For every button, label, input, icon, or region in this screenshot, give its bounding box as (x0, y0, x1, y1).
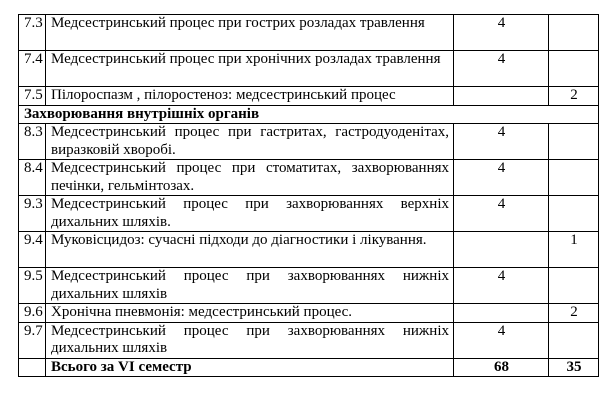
hours-value (454, 87, 549, 106)
hours-value (454, 232, 549, 268)
hours-value (454, 304, 549, 323)
topic-number: 9.3 (19, 196, 46, 232)
hours-value-extra (549, 124, 599, 160)
topic-title: Муковісцидоз: сучасні підходи до діагностики і лікування. (46, 232, 454, 268)
topic-number: 8.4 (19, 160, 46, 196)
table-row (19, 304, 599, 323)
hours-value-extra (549, 268, 599, 304)
topic-title: Медсестринський процес при захворюваннях верхніх дихальних шляхів. (46, 196, 454, 232)
topic-title: Медсестринський процес при захворюваннях нижніх дихальних шляхів (46, 268, 454, 304)
topic-number: 9.6 (19, 304, 46, 323)
hours-value: 4 (454, 124, 549, 160)
hours-value: 4 (454, 51, 549, 87)
topic-number: 7.4 (19, 51, 46, 87)
total-number (19, 358, 46, 377)
topic-number: 9.4 (19, 232, 46, 268)
table-row (19, 322, 599, 358)
topic-title: Медсестринський процес при хронічних розладах травлення (46, 51, 454, 87)
topic-number: 9.5 (19, 268, 46, 304)
topic-number: 7.3 (19, 15, 46, 51)
table-row (19, 268, 599, 304)
hours-value: 4 (454, 268, 549, 304)
hours-value-extra (549, 160, 599, 196)
hours-value-extra (549, 196, 599, 232)
total-label: Всього за VI семестр (46, 358, 454, 377)
table-row (19, 51, 599, 87)
hours-value: 4 (454, 196, 549, 232)
hours-value-extra: 2 (549, 87, 599, 106)
topic-number: 8.3 (19, 124, 46, 160)
total-hours: 68 (454, 358, 549, 377)
total-hours-extra: 35 (549, 358, 599, 377)
topic-number: 9.7 (19, 322, 46, 358)
table-row (19, 87, 599, 106)
topic-title: Медсестринський процес при захворюваннях нижніх дихальних шляхів (46, 322, 454, 358)
total-row (19, 358, 599, 377)
hours-value-extra: 1 (549, 232, 599, 268)
topics-table-body (19, 15, 599, 377)
table-row (19, 160, 599, 196)
table-row (19, 196, 599, 232)
hours-value-extra: 2 (549, 304, 599, 323)
hours-value: 4 (454, 15, 549, 51)
topic-title: Медсестринський процес при гострих розладах травлення (46, 15, 454, 51)
table-row (19, 124, 599, 160)
table-row (19, 15, 599, 51)
topic-number: 7.5 (19, 87, 46, 106)
hours-value: 4 (454, 160, 549, 196)
table-row (19, 232, 599, 268)
topic-title: Медсестринський процес при стоматитах, захворюваннях печінки, гельмінтозах. (46, 160, 454, 196)
topic-title: Пілороспазм , пілоростеноз: медсестринський процес (46, 87, 454, 106)
hours-value-extra (549, 15, 599, 51)
topic-title: Хронічна пневмонія: медсестринський процес. (46, 304, 454, 323)
hours-value: 4 (454, 322, 549, 358)
topics-table (18, 14, 599, 377)
section-header-row (19, 105, 599, 124)
section-title: Захворювання внутрішніх органів (19, 105, 599, 124)
hours-value-extra (549, 322, 599, 358)
topic-title: Медсестринський процес при гастритах, гастродуоденітах, виразковій хворобі. (46, 124, 454, 160)
hours-value-extra (549, 51, 599, 87)
